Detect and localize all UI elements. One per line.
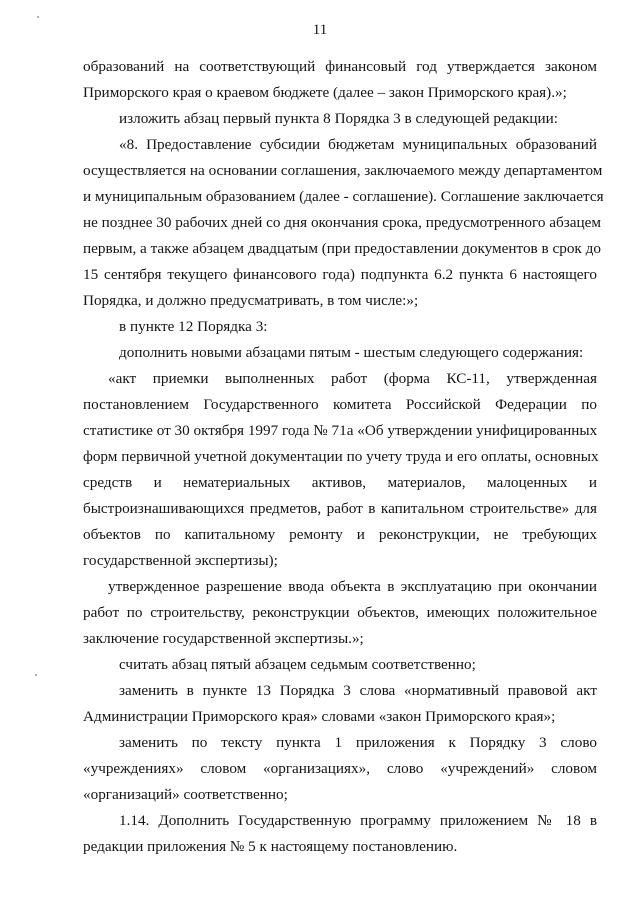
text-line: быстроизнашивающихся предметов, работ в капитальном строительстве» для [83, 500, 597, 517]
text-line: статистике от 30 октября 1997 года № 71а «Об утверждении унифицированных [83, 422, 598, 439]
text-line: заменить в пункте 13 Порядка 3 слова «нормативный правовой акт [119, 682, 597, 699]
text-line: и муниципальным образованием (далее - соглашение). Соглашение заключается [83, 188, 604, 205]
scan-speck [35, 674, 37, 676]
text-line: в пункте 12 Порядка 3: [119, 318, 268, 335]
text-line: утвержденное разрешение ввода объекта в эксплуатацию при окончании [108, 578, 597, 595]
text-line: редакции приложения № 5 к настоящему постановлению. [83, 838, 458, 855]
text-line: работ по строительству, реконструкции объектов, имеющих положительное [83, 604, 597, 621]
text-line: постановлением Государственного комитета Российской Федерации по [83, 396, 597, 413]
text-line: первым, а также абзацем двадцатым (при предоставлении документов в срок до [83, 240, 601, 257]
text-line: государственной экспертизы); [83, 552, 278, 569]
text-line: 1.14. Дополнить Государственную программу приложением № 18 в [119, 812, 597, 829]
text-line: «организаций» соответственно; [83, 786, 288, 803]
text-line: «учреждениях» словом «организациях», слово «учреждений» словом [83, 760, 597, 777]
text-line: «8. Предоставление субсидии бюджетам муниципальных образований [119, 136, 597, 153]
text-line: изложить абзац первый пункта 8 Порядка 3 в следующей редакции: [119, 110, 558, 127]
scan-speck [37, 16, 39, 18]
text-line: не позднее 30 рабочих дней со дня окончания срока, предусмотренного абзацем [83, 214, 601, 231]
text-line: дополнить новыми абзацами пятым - шестым следующего содержания: [119, 344, 584, 361]
page-number: 11 [312, 22, 328, 38]
text-line: Администрации Приморского края» словами «закон Приморского края»; [83, 708, 556, 725]
text-line: осуществляется на основании соглашения, заключаемого между департаментом [83, 162, 603, 179]
text-line: заключение государственной экспертизы.»; [83, 630, 364, 647]
text-line: Порядка, и должно предусматривать, в том числе:»; [83, 292, 419, 309]
text-line: Приморского края о краевом бюджете (далее – закон Приморского края).»; [83, 84, 567, 101]
text-line: заменить по тексту пункта 1 приложения к Порядку 3 слово [119, 734, 597, 751]
text-line: образований на соответствующий финансовый год утверждается законом [83, 58, 597, 75]
text-line: «акт приемки выполненных работ (форма КС-11, утвержденная [108, 370, 597, 387]
text-line: 15 сентября текущего финансового года) подпункта 6.2 пункта 6 настоящего [83, 266, 597, 283]
text-line: объектов по капитальному ремонту и реконструкции, не требующих [83, 526, 597, 543]
text-line: считать абзац пятый абзацем седьмым соответственно; [119, 656, 476, 673]
text-line: форм первичной учетной документации по учету труда и его оплаты, основных [83, 448, 599, 465]
text-line: средств и нематериальных активов, материалов, малоценных и [83, 474, 597, 491]
